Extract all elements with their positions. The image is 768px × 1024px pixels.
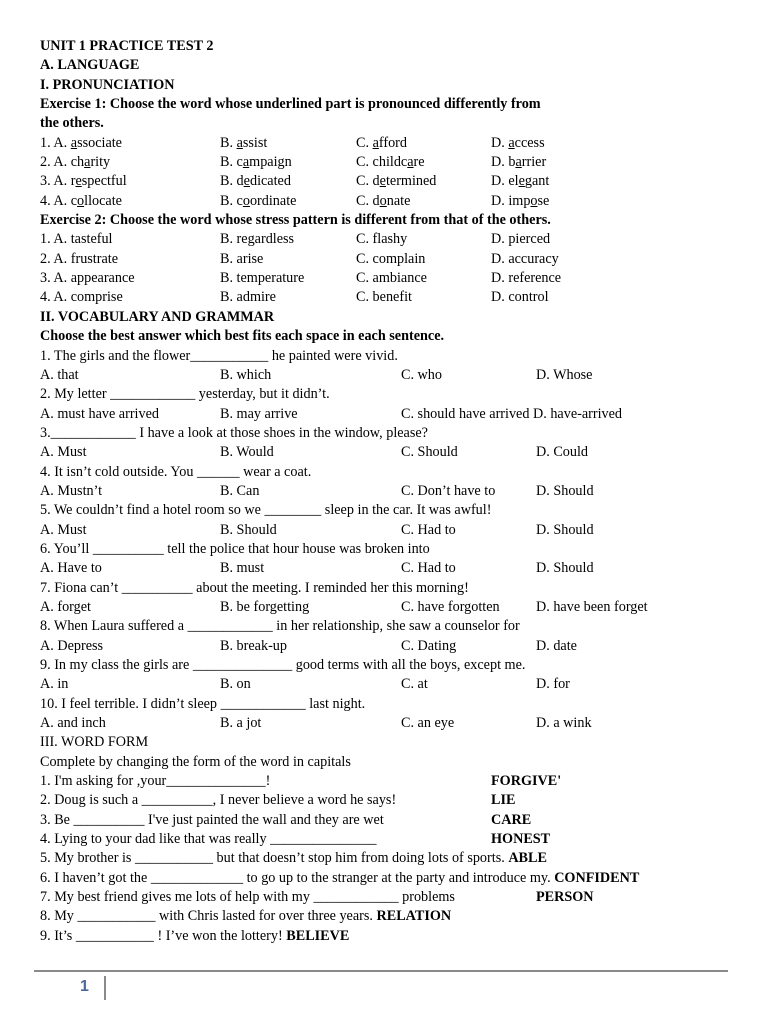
option-prefix: B. c: [220, 154, 243, 171]
answer-option: A. Mustn’t: [40, 482, 103, 499]
question-text: 8. When Laura suffered a ____________ in her relationship, she saw a counselor for: [40, 618, 520, 635]
answer-option: [220, 153, 292, 172]
question-text: 2. My letter ____________ yesterday, but it didn’t.: [40, 386, 330, 403]
keyword: HONEST: [491, 831, 551, 848]
underlined-part: e: [379, 173, 386, 190]
keyword: LIE: [491, 792, 516, 809]
answer-option: D. Could: [536, 444, 589, 461]
answer-option: C. ambiance: [356, 270, 427, 287]
keyword: FORGIVE': [491, 773, 562, 790]
word-form-sentence: 3. Be __________ I've just painted the wall and they are wet: [40, 811, 384, 828]
word-form-items: [40, 772, 740, 946]
answer-option: [356, 192, 410, 211]
word-form-item: [40, 869, 740, 888]
answer-option: A. in: [40, 676, 69, 693]
option-prefix: 2. A. ch: [40, 154, 85, 171]
underlined-part: e: [75, 173, 82, 190]
exercise-1-item: [40, 153, 740, 172]
answer-option: [356, 134, 407, 153]
answer-option: B. a jot: [220, 715, 262, 732]
word-form-sentence: 7. My best friend gives me lots of help with my ____________ problems: [40, 889, 455, 906]
question-text: 3.____________ I have a look at those shoes in the window, please?: [40, 424, 428, 441]
exercise-2-rows: [40, 230, 740, 307]
page-title: UNIT 1 PRACTICE TEST 2: [40, 38, 214, 54]
answer-option: C. should have arrived D. have-arrived: [401, 405, 623, 422]
option-suffix: ccess: [514, 134, 545, 151]
exercise-1-rows: [40, 134, 740, 211]
exercise-1-item: [40, 134, 740, 153]
answer-option: A. Must: [40, 521, 87, 538]
answer-option: [40, 192, 122, 211]
underlined-part: a: [236, 134, 243, 151]
answer-option: D. have been forget: [536, 598, 648, 615]
question-options: [40, 521, 740, 540]
answer-option: B. on: [220, 676, 251, 693]
answer-option: B. admire: [220, 289, 276, 306]
option-prefix: D.: [491, 134, 509, 151]
answer-option: B. may arrive: [220, 405, 298, 422]
answer-option: D. a wink: [536, 715, 592, 732]
word-form-sentence: 6. I haven’t got the _____________ to go up to the stranger at the party and introduce my.: [40, 869, 551, 886]
question-options: [40, 598, 740, 617]
answer-option: B. arise: [220, 250, 264, 267]
option-prefix: B.: [220, 134, 237, 151]
underlined-part: a: [515, 154, 522, 171]
option-prefix: D. el: [491, 173, 519, 190]
answer-option: B. must: [220, 560, 265, 577]
underlined-part: a: [372, 134, 379, 151]
option-suffix: se: [537, 192, 550, 209]
answer-option: [491, 172, 549, 191]
answer-option: [356, 172, 436, 191]
option-suffix: rrier: [521, 154, 547, 171]
answer-option: A. Must: [40, 444, 87, 461]
word-form-sentence: 4. Lying to your dad like that was really _______________: [40, 831, 377, 848]
word-form-item: [40, 907, 740, 926]
underlined-part: o: [242, 192, 250, 209]
answer-option: D. date: [536, 637, 577, 654]
word-form-instruction: Complete by changing the form of the word in capitals: [40, 753, 351, 770]
exercise-2-item: [40, 230, 740, 249]
answer-option: B. temperature: [220, 270, 305, 287]
answer-option: D. for: [536, 676, 570, 693]
question-text: 1. The girls and the flower___________ he painted were vivid.: [40, 347, 398, 364]
answer-option: B. regardless: [220, 231, 295, 248]
answer-option: C. Don’t have to: [401, 482, 496, 499]
answer-option: D. reference: [491, 270, 562, 287]
option-prefix: 3. A. r: [40, 173, 76, 190]
answer-option: C. an eye: [401, 715, 455, 732]
question-text: 7. Fiona can’t __________ about the meeting. I reminded her this morning!: [40, 579, 469, 596]
answer-option: A. and inch: [40, 715, 106, 732]
section-vocabulary: II. VOCABULARY AND GRAMMAR: [40, 308, 275, 325]
option-prefix: C. d: [356, 173, 380, 190]
answer-option: [40, 134, 122, 153]
answer-option: A. Depress: [40, 637, 104, 654]
answer-option: C. Had to: [401, 560, 456, 577]
option-prefix: B. c: [220, 192, 243, 209]
option-suffix: spectful: [81, 173, 127, 190]
answer-option: [40, 172, 127, 191]
option-suffix: re: [413, 154, 425, 171]
question-options: [40, 443, 740, 462]
option-suffix: nate: [386, 192, 411, 209]
footer-divider: [34, 970, 728, 972]
question-text: 9. In my class the girls are ______________ good terms with all the boys, except me.: [40, 657, 526, 673]
answer-option: [220, 134, 267, 153]
exercise-2-heading: Exercise 2: Choose the word whose stress pattern is different from that of the others.: [40, 212, 551, 229]
answer-option: [220, 172, 291, 191]
option-prefix: C. childc: [356, 154, 408, 171]
answer-option: B. Would: [220, 444, 274, 461]
answer-option: [491, 153, 546, 172]
keyword: RELATION: [376, 908, 452, 925]
option-suffix: termined: [385, 173, 437, 190]
answer-option: [220, 192, 296, 211]
answer-option: D. accuracy: [491, 250, 559, 267]
section-pronunciation: I. PRONUNCIATION: [40, 76, 175, 93]
answer-option: B. Can: [220, 482, 260, 499]
answer-option: [40, 153, 110, 172]
answer-option: D. Should: [536, 482, 594, 499]
answer-option: [356, 153, 425, 172]
word-form-item: [40, 830, 740, 849]
answer-option: B. Should: [220, 521, 277, 538]
question-options: [40, 675, 740, 694]
word-form-item: [40, 888, 740, 907]
answer-option: D. control: [491, 289, 549, 306]
question-options: [40, 405, 740, 424]
answer-option: C. benefit: [356, 289, 412, 306]
vocabulary-questions: [40, 347, 740, 734]
exercise-2-item: [40, 250, 740, 269]
question-options: [40, 482, 740, 501]
underlined-part: e: [243, 173, 250, 190]
answer-option: C. flashy: [356, 231, 408, 248]
option-suffix: dicated: [249, 173, 291, 190]
section-language: A. LANGUAGE: [40, 57, 140, 74]
underlined-part: a: [84, 154, 91, 171]
word-form-item: [40, 791, 740, 810]
question-text: 5. We couldn’t find a hotel room so we ________ sleep in the car. It was awful!: [40, 502, 492, 519]
option-prefix: D. imp: [491, 192, 531, 209]
answer-option: 1. A. tasteful: [40, 231, 113, 248]
answer-option: C. have forgotten: [401, 598, 500, 615]
question-text: 10. I feel terrible. I didn’t sleep ____________ last night.: [40, 695, 366, 712]
underlined-part: a: [242, 154, 250, 171]
option-suffix: llocate: [84, 192, 122, 209]
keyword: BELIEVE: [286, 927, 350, 944]
underlined-part: a: [508, 134, 515, 151]
word-form-item: [40, 811, 740, 830]
answer-option: 4. A. comprise: [40, 289, 123, 306]
option-suffix: rity: [90, 154, 111, 171]
keyword: PERSON: [536, 889, 594, 906]
option-suffix: ssist: [242, 134, 268, 151]
question-text: 4. It isn’t cold outside. You ______ wear a coat.: [40, 463, 312, 480]
answer-option: A. that: [40, 366, 79, 383]
answer-option: C. at: [401, 676, 428, 693]
word-form-item: [40, 772, 740, 791]
option-suffix: ssociate: [77, 134, 122, 151]
keyword: ABLE: [508, 850, 547, 867]
underlined-part: o: [77, 192, 85, 209]
underlined-part: a: [407, 154, 414, 171]
answer-option: 2. A. frustrate: [40, 250, 119, 267]
exercise-1-item: [40, 172, 740, 191]
exercise-2-item: [40, 269, 740, 288]
page-number: 1: [80, 978, 89, 995]
answer-option: B. break-up: [220, 637, 287, 654]
answer-option: C. who: [401, 366, 442, 383]
option-suffix: fford: [378, 134, 407, 151]
option-prefix: 1. A.: [40, 134, 71, 151]
word-form-item: [40, 927, 740, 946]
answer-option: C. Had to: [401, 521, 456, 538]
word-form-item: [40, 849, 740, 868]
option-suffix: gant: [524, 173, 550, 190]
keyword: CARE: [491, 811, 532, 828]
answer-option: 3. A. appearance: [40, 270, 135, 287]
question-options: [40, 559, 740, 578]
answer-option: A. forget: [40, 598, 91, 615]
answer-option: C. complain: [356, 250, 426, 267]
answer-option: D. Whose: [536, 366, 593, 383]
question-options: [40, 714, 740, 733]
option-suffix: mpaign: [249, 154, 292, 171]
option-suffix: ordinate: [249, 192, 297, 209]
question-options: [40, 366, 740, 385]
exercise-1-item: [40, 192, 740, 211]
answer-option: A. must have arrived: [40, 405, 159, 422]
answer-option: D. pierced: [491, 231, 551, 248]
exercise-2-item: [40, 288, 740, 307]
worksheet: [40, 37, 740, 946]
keyword: CONFIDENT: [554, 869, 640, 886]
footer-page-bar: [104, 976, 106, 1000]
word-form-sentence: 5. My brother is ___________ but that doesn’t stop him from doing lots of sports.: [40, 850, 505, 867]
answer-option: B. which: [220, 366, 272, 383]
answer-option: D. Should: [536, 521, 594, 538]
word-form-sentence: 1. I'm asking for ,your______________!: [40, 773, 271, 790]
section-word-form: III. WORD FORM: [40, 734, 149, 751]
word-form-sentence: 8. My ___________ with Chris lasted for over three years.: [40, 908, 373, 925]
answer-option: A. Have to: [40, 560, 102, 577]
answer-option: C. Should: [401, 444, 458, 461]
answer-option: D. Should: [536, 560, 594, 577]
option-prefix: B. d: [220, 173, 244, 190]
underlined-part: e: [518, 173, 525, 190]
underlined-part: a: [70, 134, 78, 151]
answer-option: C. Dating: [401, 637, 457, 654]
word-form-sentence: 2. Doug is such a __________, I never believe a word he says!: [40, 792, 397, 809]
option-prefix: 4. A. c: [40, 192, 78, 209]
exercise-1-heading: Exercise 1: Choose the word whose underlined part is pronounced differently from: [40, 96, 541, 113]
option-prefix: C.: [356, 134, 373, 151]
answer-option: [491, 192, 549, 211]
answer-option: [491, 134, 545, 153]
underlined-part: o: [379, 192, 387, 209]
option-prefix: D. b: [491, 154, 516, 171]
question-text: 6. You’ll __________ tell the police that hour house was broken into: [40, 540, 430, 557]
answer-option: B. be forgetting: [220, 598, 310, 615]
question-options: [40, 637, 740, 656]
option-prefix: C. d: [356, 192, 380, 209]
vocabulary-instruction: Choose the best answer which best fits each space in each sentence.: [40, 328, 445, 345]
underlined-part: o: [530, 192, 538, 209]
exercise-1-heading-cont: the others.: [40, 115, 104, 132]
word-form-sentence: 9. It’s ___________ ! I’ve won the lottery!: [40, 927, 283, 944]
